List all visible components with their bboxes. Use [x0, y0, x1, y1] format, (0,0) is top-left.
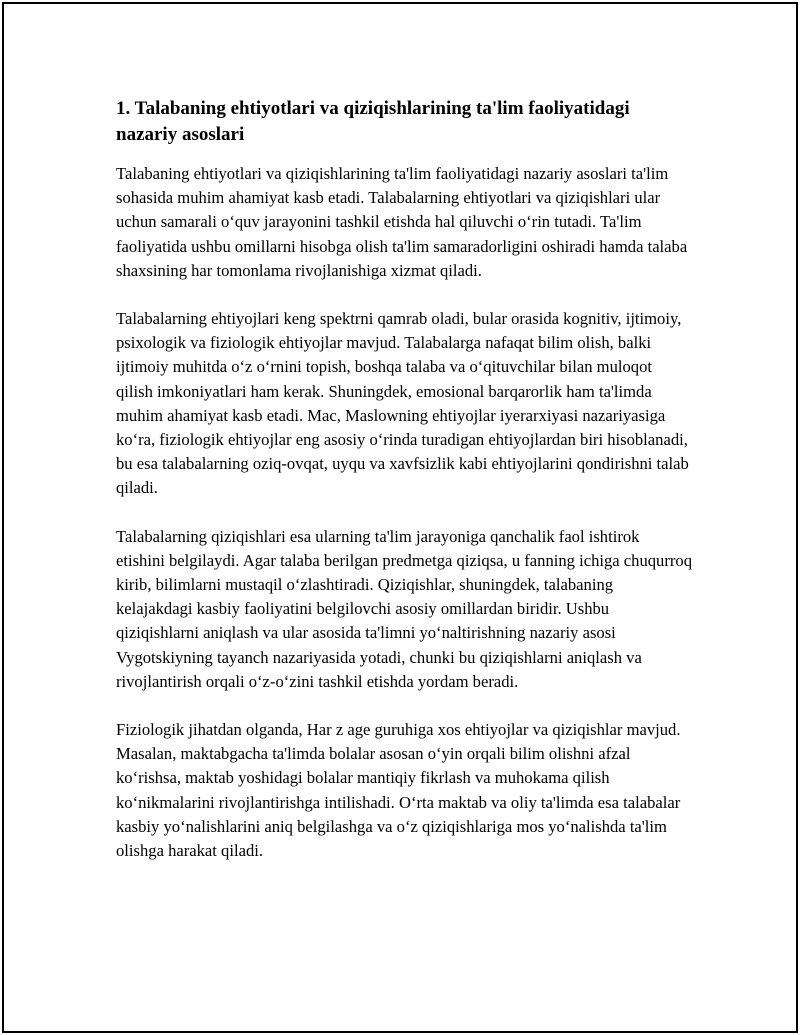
paragraph-1: Talabaning ehtiyotlari va qiziqishlarining ta'lim faoliyatidagi nazariy asoslari ta'lim sohasida muhim ahamiyat kasb etadi. Talabalarning ehtiyotlari va qiziqishlari ular uchun samarali oʻquv jarayonini tashkil etishda hal qiluvchi oʻrin tutadi. Ta'lim faoliyatida ushbu omillarni hisobga olish ta'lim samaradorligini oshiradi hamda talaba shaxsining har tomonlama rivojlanishiga xizmat qiladi. [116, 164, 688, 280]
paragraph-3: Talabalarning qiziqishlari esa ularning ta'lim jarayoniga qanchalik faol ishtirok etishini belgilaydi. Agar talaba berilgan predmetga qiziqsa, u fanning ichiga chuqurroq kirib, bilimlarni mustaqil oʻzlashtiradi. Qiziqishlar, shuningdek, talabaning kelajakdagi kasbiy faoliyatini belgilovchi asosiy omillardan biridir. Ushbu qiziqishlarni aniqlash va ular asosida ta'limni yoʻnaltirishning nazariy asosi Vygotskiyning tayanch nazariyasida yotadi, chunki bu qiziqishlarni aniqlash va rivojlantirish orqali oʻz-oʻzini tashkil etishda yordam beradi. [116, 526, 692, 691]
paragraph-4: Fiziologik jihatdan olganda, Har z age guruhiga xos ehtiyojlar va qiziqishlar mavjud. Masalan, maktabgacha ta'limda bolalar asosan oʻyin orqali bilim olishni afzal koʻrishsa, maktab yoshidagi bolalar mantiqiy fikrlash va muhokama qilish koʻnikmalarini rivojlantirishga intilishadi. Oʻrta maktab va oliy ta'limda esa talabalar kasbiy yoʻnalishlarini aniq belgilashga va oʻz qiziqishlariga mos yoʻnalishda ta'lim olishga harakat qiladi. [116, 720, 681, 861]
document-body [116, 96, 692, 887]
section-heading: 1. Talabaning ehtiyotlari va qiziqishlarining ta'lim faoliyatidagi nazariy asoslari [116, 98, 630, 145]
paragraph-2: Talabalarning ehtiyojlari keng spektrni qamrab oladi, bular orasida kognitiv, ijtimoiy, psixologik va fiziologik ehtiyojlar mavjud. Talabalarga nafaqat bilim olish, balki ijtimoiy muhitda oʻz oʻrnini topish, boshqa talaba va oʻqituvchilar bilan muloqot qilish imkoniyatlari ham kerak. Shuningdek, emosional barqarorlik ham ta'limda muhim ahamiyat kasb etadi. Mac, Maslowning ehtiyojlar iyerarxiyasi nazariyasiga koʻra, fiziologik ehtiyojlar eng asosiy oʻrinda turadigan ehtiyojlardan biri hisoblanadi, bu esa talabalarning oziq-ovqat, uyqu va xavfsizlik kabi ehtiyojlarini qondirishni talab qiladi. [116, 309, 689, 498]
